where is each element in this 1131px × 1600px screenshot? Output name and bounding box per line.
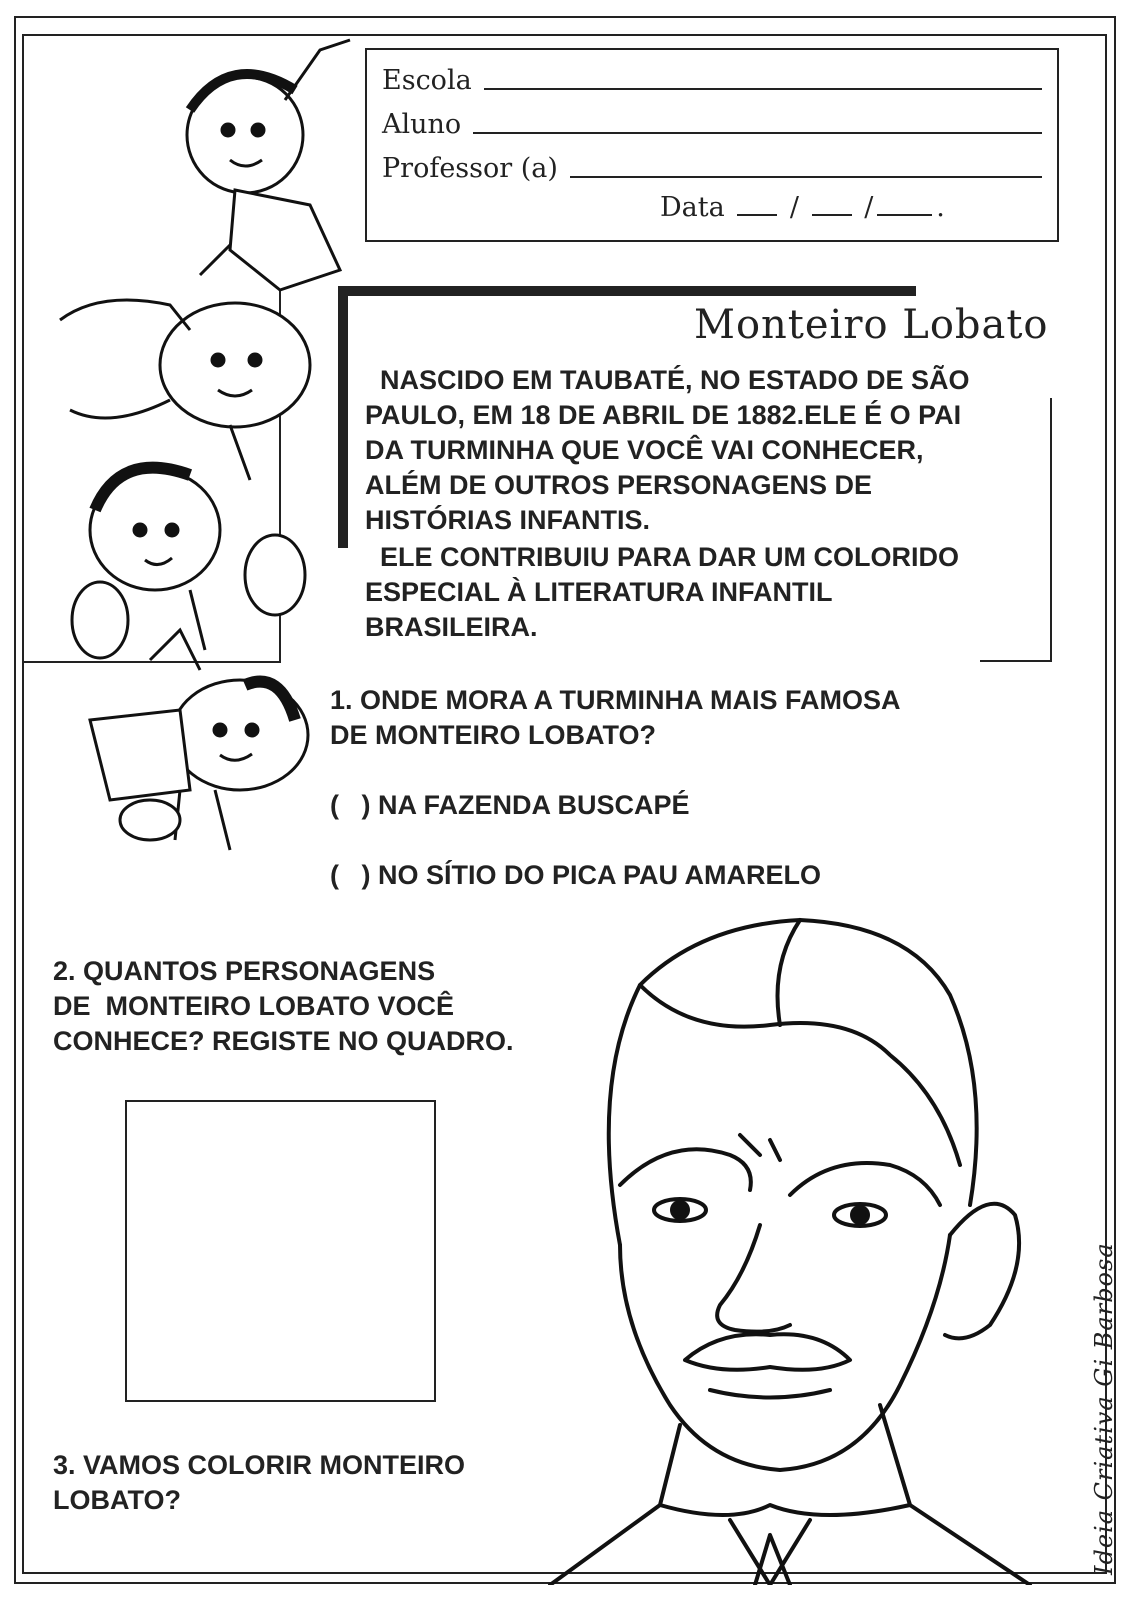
student-field[interactable]	[382, 106, 1042, 140]
student-label: Aluno	[382, 109, 462, 140]
teacher-label: Professor (a)	[382, 153, 558, 184]
question-3: 3. VAMOS COLORIR MONTEIRO LOBATO?	[53, 1450, 466, 1515]
date-field[interactable]: Data / / .	[660, 192, 945, 223]
title-bar-left	[338, 286, 348, 548]
date-month-blank	[812, 212, 852, 216]
credit-text: Ideia Criativa Gi Barbosa	[1090, 1242, 1118, 1575]
question-1: 1. ONDE MORA A TURMINHA MAIS FAMOSA DE MONTEIRO LOBATO?	[330, 685, 901, 750]
question-1-option-b[interactable]: ( ) NO SÍTIO DO PICA PAU AMARELO	[330, 860, 821, 890]
page-title: Monteiro Lobato	[694, 302, 1049, 348]
question-2: 2. QUANTOS PERSONAGENS DE MONTEIRO LOBATO VOCÊ CONHECE? REGISTE NO QUADRO.	[53, 956, 514, 1056]
date-year-blank	[877, 212, 932, 216]
teacher-line	[570, 176, 1042, 178]
school-field[interactable]	[382, 62, 1042, 96]
intro-paragraph-1: NASCIDO EM TAUBATÉ, NO ESTADO DE SÃO PAULO, EM 18 DE ABRIL DE 1882.ELE É O PAI DA TURMINHA QUE VOCÊ VAI CONHECER, ALÉM DE OUTROS PERSONAGENS DE HISTÓRIAS INFANTIS.	[365, 365, 970, 535]
student-line	[473, 132, 1042, 134]
date-separator: /	[789, 192, 799, 223]
date-label: Data	[660, 192, 725, 223]
school-label: Escola	[382, 65, 472, 96]
question-1-option-a[interactable]: ( ) NA FAZENDA BUSCAPÉ	[330, 790, 690, 820]
date-separator: /	[864, 192, 874, 223]
intro-paragraph-2: ELE CONTRIBUIU PARA DAR UM COLORIDO ESPECIAL À LITERATURA INFANTIL BRASILEIRA.	[365, 542, 959, 642]
school-line	[484, 88, 1042, 90]
monteiro-lobato-portrait	[470, 905, 1070, 1585]
answer-box[interactable]	[125, 1100, 436, 1402]
text-bracket-bottom	[980, 660, 1052, 662]
teacher-field[interactable]	[382, 150, 1042, 184]
title-bar-top	[338, 286, 916, 296]
cartoon-kids-illustration	[30, 30, 360, 890]
date-day-blank	[737, 212, 777, 216]
